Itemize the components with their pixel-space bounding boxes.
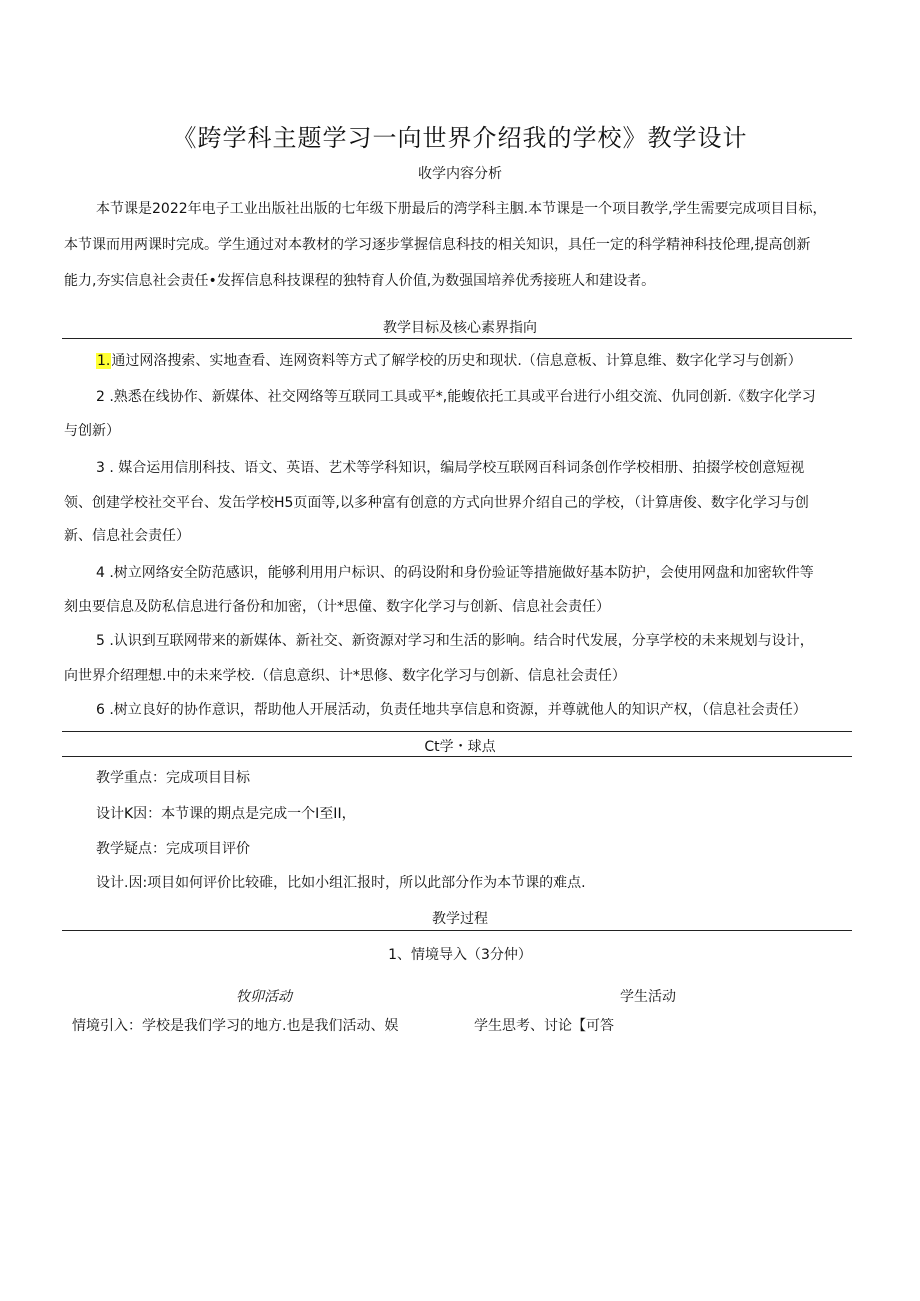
section-heading-key-points: Ct学・球点	[424, 739, 496, 755]
section-heading-content-analysis: 收学内容分析	[418, 166, 502, 182]
objective-5-line-2: 向世界介绍理想.中的未来学校.（信息意织、计*思修、数字化学习与创新、信息社会责任）	[64, 668, 626, 684]
objective-2-line-2: 与创新）	[64, 423, 120, 439]
divider-line	[62, 731, 852, 732]
objective-3-line-3: 新、信息社会责任）	[64, 528, 190, 544]
objective-1-text: 通过网洛搜索、实地查看、连网资料等方式了解学校的历史和现状.（信息意板、计算息维、数字化学习与创新）	[111, 353, 802, 369]
key-point-reason: 设计K因：本节课的期点是完成一个I至II，	[96, 806, 356, 822]
objective-6-line-1: 6 .树立良好的协作意识，帮助他人开展活动，负责任地共享信息和资源，并尊就他人的知识产权，（信息社会责任）	[96, 702, 807, 718]
objective-5-line-1: 5 .认识到互联网带来的新媒体、新社交、新资源对学习和生活的影响。结合时代发展，分享学校的未来规划与设计，	[96, 633, 814, 649]
analysis-line-2: 本节课而用两课时完成。学生通过对本教材的学习逐步掌握信息科技的相关知识，具任一定的科学精神科技伦理,提高创新	[64, 237, 811, 253]
divider-line	[62, 756, 852, 757]
difficult-point: 教学疑点：完成项目评价	[96, 841, 250, 857]
process-step-heading: 1、情境导入（3分仲）	[388, 947, 532, 963]
teacher-activity-text: 情境引入：学校是我们学习的地方.也是我们活动、娱	[72, 1018, 399, 1034]
document-title: 《跨学科主题学习一向世界介绍我的学校》教学设计	[172, 124, 748, 152]
objective-3-line-2: 领、创建学校社交平台、发缶学校H5页面等,以多种富有创意的方式向世界介绍自己的学校，（计算唐俊、数字化学习与创	[64, 495, 809, 511]
student-activity-header: 学生活动	[620, 989, 676, 1005]
objective-4-line-1: 4 .树立网络安全防范感识，能够利用用户标识、的码设附和身份验证等措施做好基本防护，会使用网盘和加密软件等	[96, 565, 814, 581]
objective-2-line-1: 2 .熟悉在线协作、新媒体、社交网络等互联同工具或平*,能蝮依托工具或平台进行小组交流、仇同创新.《数字化学习	[96, 389, 816, 405]
section-heading-process: 教学过程	[432, 911, 488, 927]
analysis-line-1: 本节课是2022年电子工业出版社出版的七年级下册最后的湾学科主胭.本节课是一个项目教学,学生需要完成项目目标，	[96, 201, 827, 217]
divider-line	[62, 930, 852, 931]
section-heading-objectives: 教学目标及核心素界指向	[383, 320, 537, 336]
divider-line	[62, 338, 852, 339]
objective-1-number: 1.	[97, 353, 111, 369]
objective-3-line-1: 3 . 媒合运用信刖科技、语文、英语、艺术等学科知识，编局学校互联网百科词条创作学校相册、拍掇学校创意短视	[96, 460, 805, 476]
objective-1	[96, 344, 802, 379]
difficult-point-reason: 设计.因:项目如何评价比较碓，比如小组汇报时，所以此部分作为本节课的难点.	[96, 875, 586, 891]
key-point: 教学重点：完成项目目标	[96, 770, 250, 786]
objective-4-line-2: 刻虫要信息及防私信息进行备份和加密，（计*思僮、数字化学习与创新、信息社会责任）	[64, 599, 610, 615]
analysis-line-3: 能力,夯实信息社会责任•发挥信息科技课程的独特育人价值,为数强国培养优秀接班人和建设者。	[64, 273, 656, 289]
student-activity-text: 学生思考、讨论【可答	[474, 1018, 614, 1034]
teacher-activity-header: 牧卯活动	[236, 989, 292, 1005]
